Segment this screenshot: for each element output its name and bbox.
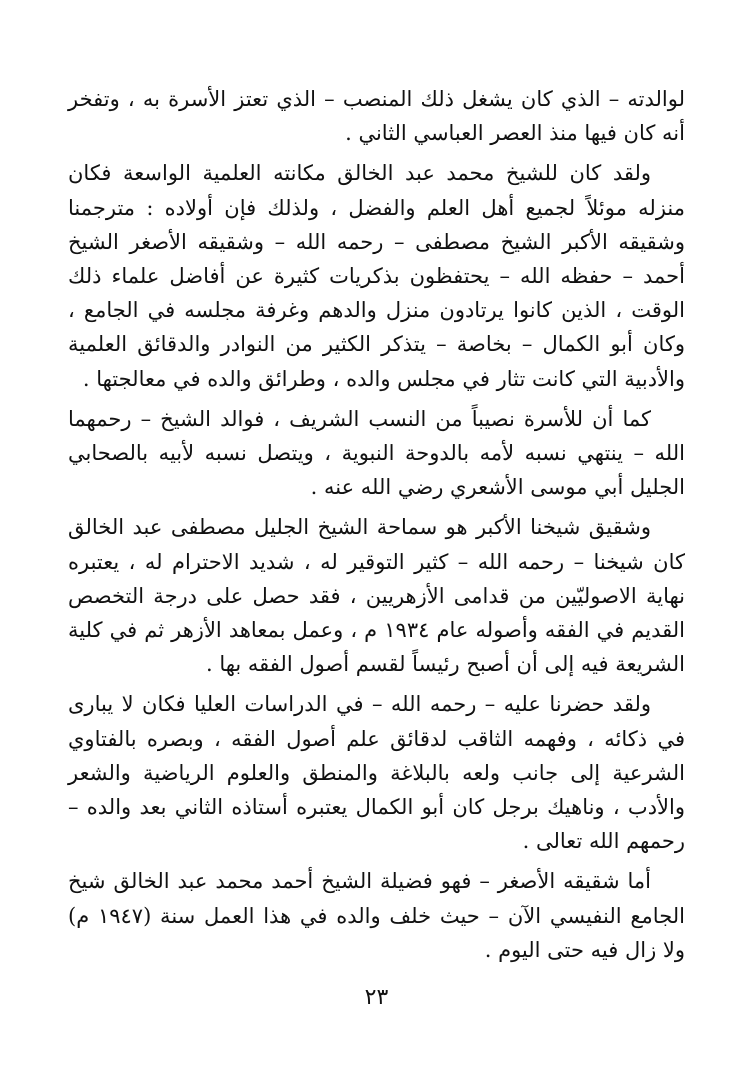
page-number: ٢٣ bbox=[364, 985, 389, 1010]
paragraph-4: وشقيق شيخنا الأكبر هو سماحة الشيخ الجليل مصطفى عبد الخالق كان شيخنا – رحمه الله – كثير التوقير له ، شديد الاحترام له ، يعتبره نهاية الاصوليّين من قدامى الأزهريين ، فقد حصل على درجة التخصص القديم في الفقه وأصوله عام ١٩٣٤ م ، وعمل بمعاهد الأزهر ثم في كلية الشريعة فيه إلى أن أصبح رئيساً لقسم أصول الفقه بها . bbox=[68, 515, 686, 677]
page-body bbox=[68, 82, 685, 967]
paragraph-2: ولقد كان للشيخ محمد عبد الخالق مكانته العلمية الواسعة فكان منزله موئلاً لجميع أهل العلم والفضل ، ولذلك فإن أولاده : مترجمنا وشقيقه الأكبر الشيخ مصطفى – رحمه الله – وشقيقه الأصغر الشيخ أحمد – حفظه الله – يحتفظون بذكريات كثيرة عن أفاضل علماء ذلك الوقت ، الذين كانوا يرتادون منزل والدهم وغرفة مجلسه في الجامع ، وكان أبو الكمال – بخاصة – يتذكر الكثير من النوادر والدقائق العلمية والأدبية التي كانت تثار في مجلس والده ، وطرائق والده في معالجتها . bbox=[68, 161, 685, 391]
paragraph-1: لوالدته – الذي كان يشغل ذلك المنصب – الذي تعتز الأسرة به ، وتفخر أنه كان فيها منذ العصر العباسي الثاني . bbox=[68, 87, 685, 146]
paragraph-5: ولقد حضرنا عليه – رحمه الله – في الدراسات العليا فكان لا يبارى في ذكائه ، وفهمه الثاقب لدقائق علم أصول الفقه ، وبصره بالفتاوي الشرعية إلى جانب ولعه بالبلاغة والمنطق والعلوم الرياضية والشعر والأدب ، وناهيك برجل كان أبو الكمال يعتبره أستاذه الثاني بعد والده – رحمهم الله تعالى . bbox=[68, 692, 685, 854]
paragraph-6: أما شقيقه الأصغر – فهو فضيلة الشيخ أحمد محمد عبد الخالق شيخ الجامع النفيسي الآن – حيث خلف والده في هذا العمل سنة (١٩٤٧ م) ولا زال فيه حتى اليوم . bbox=[68, 869, 685, 962]
paragraph-3: كما أن للأسرة نصيباً من النسب الشريف ، فوالد الشيخ – رحمهما الله – ينتهي نسبه لأمه بالدوحة النبوية ، ويتصل نسبه لأبيه بالصحابي الجليل أبي موسى الأشعري رضي الله عنه . bbox=[68, 406, 685, 500]
